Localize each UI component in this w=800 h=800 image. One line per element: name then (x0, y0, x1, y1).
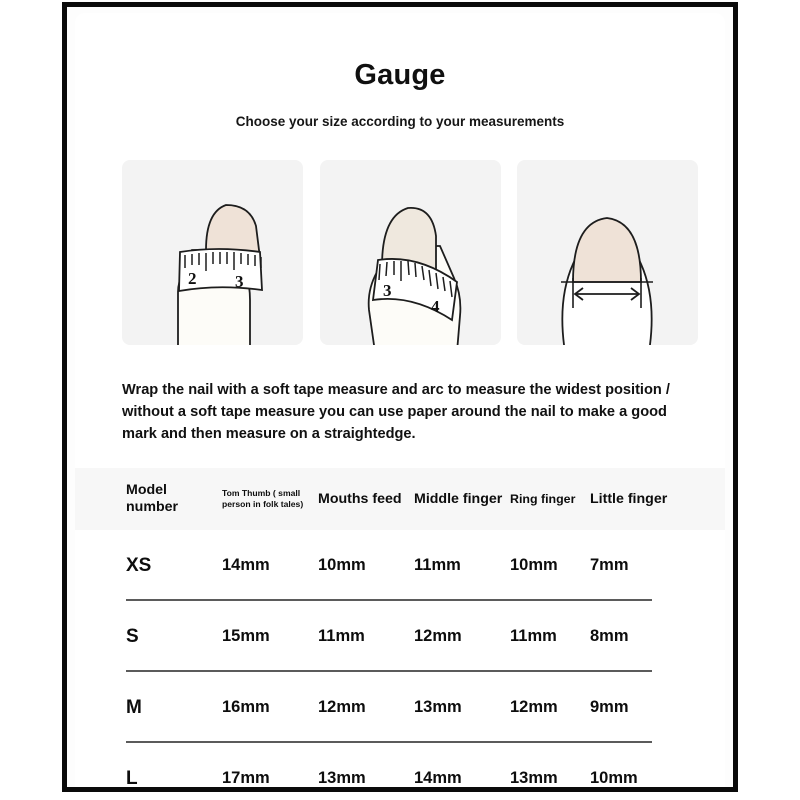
finger-tape-measure-2-3-icon (122, 160, 303, 345)
measure-instructions: Wrap the nail with a soft tape measure and arc to measure the widest position / without a soft tape measure you can use paper around the nail to make a good mark and then measure on a straightedge. (122, 382, 670, 442)
cell-tom-thumb: 15mm (222, 627, 270, 645)
table-header-row (75, 468, 725, 530)
cell-middle-finger: 12mm (414, 627, 462, 645)
cell-ring-finger: 10mm (510, 556, 558, 574)
cell-model: XS (126, 554, 152, 576)
tape-label-3: 3 (382, 281, 391, 300)
cell-ring-finger: 13mm (510, 769, 558, 787)
cell-little-finger: 10mm (590, 769, 638, 787)
column-header-ring-finger: Ring finger (510, 491, 576, 506)
cell-model: M (126, 696, 142, 718)
column-header-tom-thumb: Tom Thumb ( small person in folk tales) (222, 488, 304, 509)
cell-mouths-feed: 11mm (318, 627, 365, 645)
table-row (75, 672, 725, 743)
cell-mouths-feed: 13mm (318, 769, 366, 787)
page-title: Gauge (354, 59, 446, 91)
illustration-panels (122, 160, 698, 345)
tape-label-4: 4 (430, 297, 439, 316)
tape-label-3: 3 (235, 272, 244, 291)
cell-tom-thumb: 16mm (222, 698, 270, 716)
cell-middle-finger: 13mm (414, 698, 462, 716)
size-chart-card (67, 7, 733, 787)
column-header-mouths-feed: Mouths feed (318, 490, 402, 507)
cell-model: S (126, 625, 139, 647)
column-header-middle-finger: Middle finger (414, 490, 503, 507)
cell-little-finger: 9mm (590, 698, 629, 716)
tape-label-2: 2 (188, 269, 197, 288)
table-row (75, 743, 725, 787)
illustration-panel-2 (320, 160, 501, 345)
cell-tom-thumb: 14mm (222, 556, 270, 574)
column-header-little-finger: Little finger (590, 490, 668, 507)
cell-mouths-feed: 10mm (318, 556, 366, 574)
cell-model: L (126, 767, 138, 787)
illustration-panel-1 (122, 160, 303, 345)
finger-tape-measure-3-4-icon (320, 160, 501, 345)
table-row (75, 530, 725, 601)
image-frame (62, 2, 738, 792)
column-header-model-number: Model number (126, 482, 179, 515)
cell-tom-thumb: 17mm (222, 769, 270, 787)
cell-middle-finger: 11mm (414, 556, 461, 574)
cell-little-finger: 7mm (590, 556, 629, 574)
cell-ring-finger: 12mm (510, 698, 558, 716)
page-subtitle: Choose your size according to your measurements (235, 114, 565, 129)
finger-nail-width-arrow-icon (517, 160, 698, 345)
cell-middle-finger: 14mm (414, 769, 462, 787)
cell-little-finger: 8mm (590, 627, 629, 645)
cell-mouths-feed: 12mm (318, 698, 366, 716)
illustration-panel-3 (517, 160, 698, 345)
size-chart-content (75, 13, 725, 787)
cell-ring-finger: 11mm (510, 627, 557, 645)
size-table (75, 468, 725, 787)
table-row (75, 601, 725, 672)
